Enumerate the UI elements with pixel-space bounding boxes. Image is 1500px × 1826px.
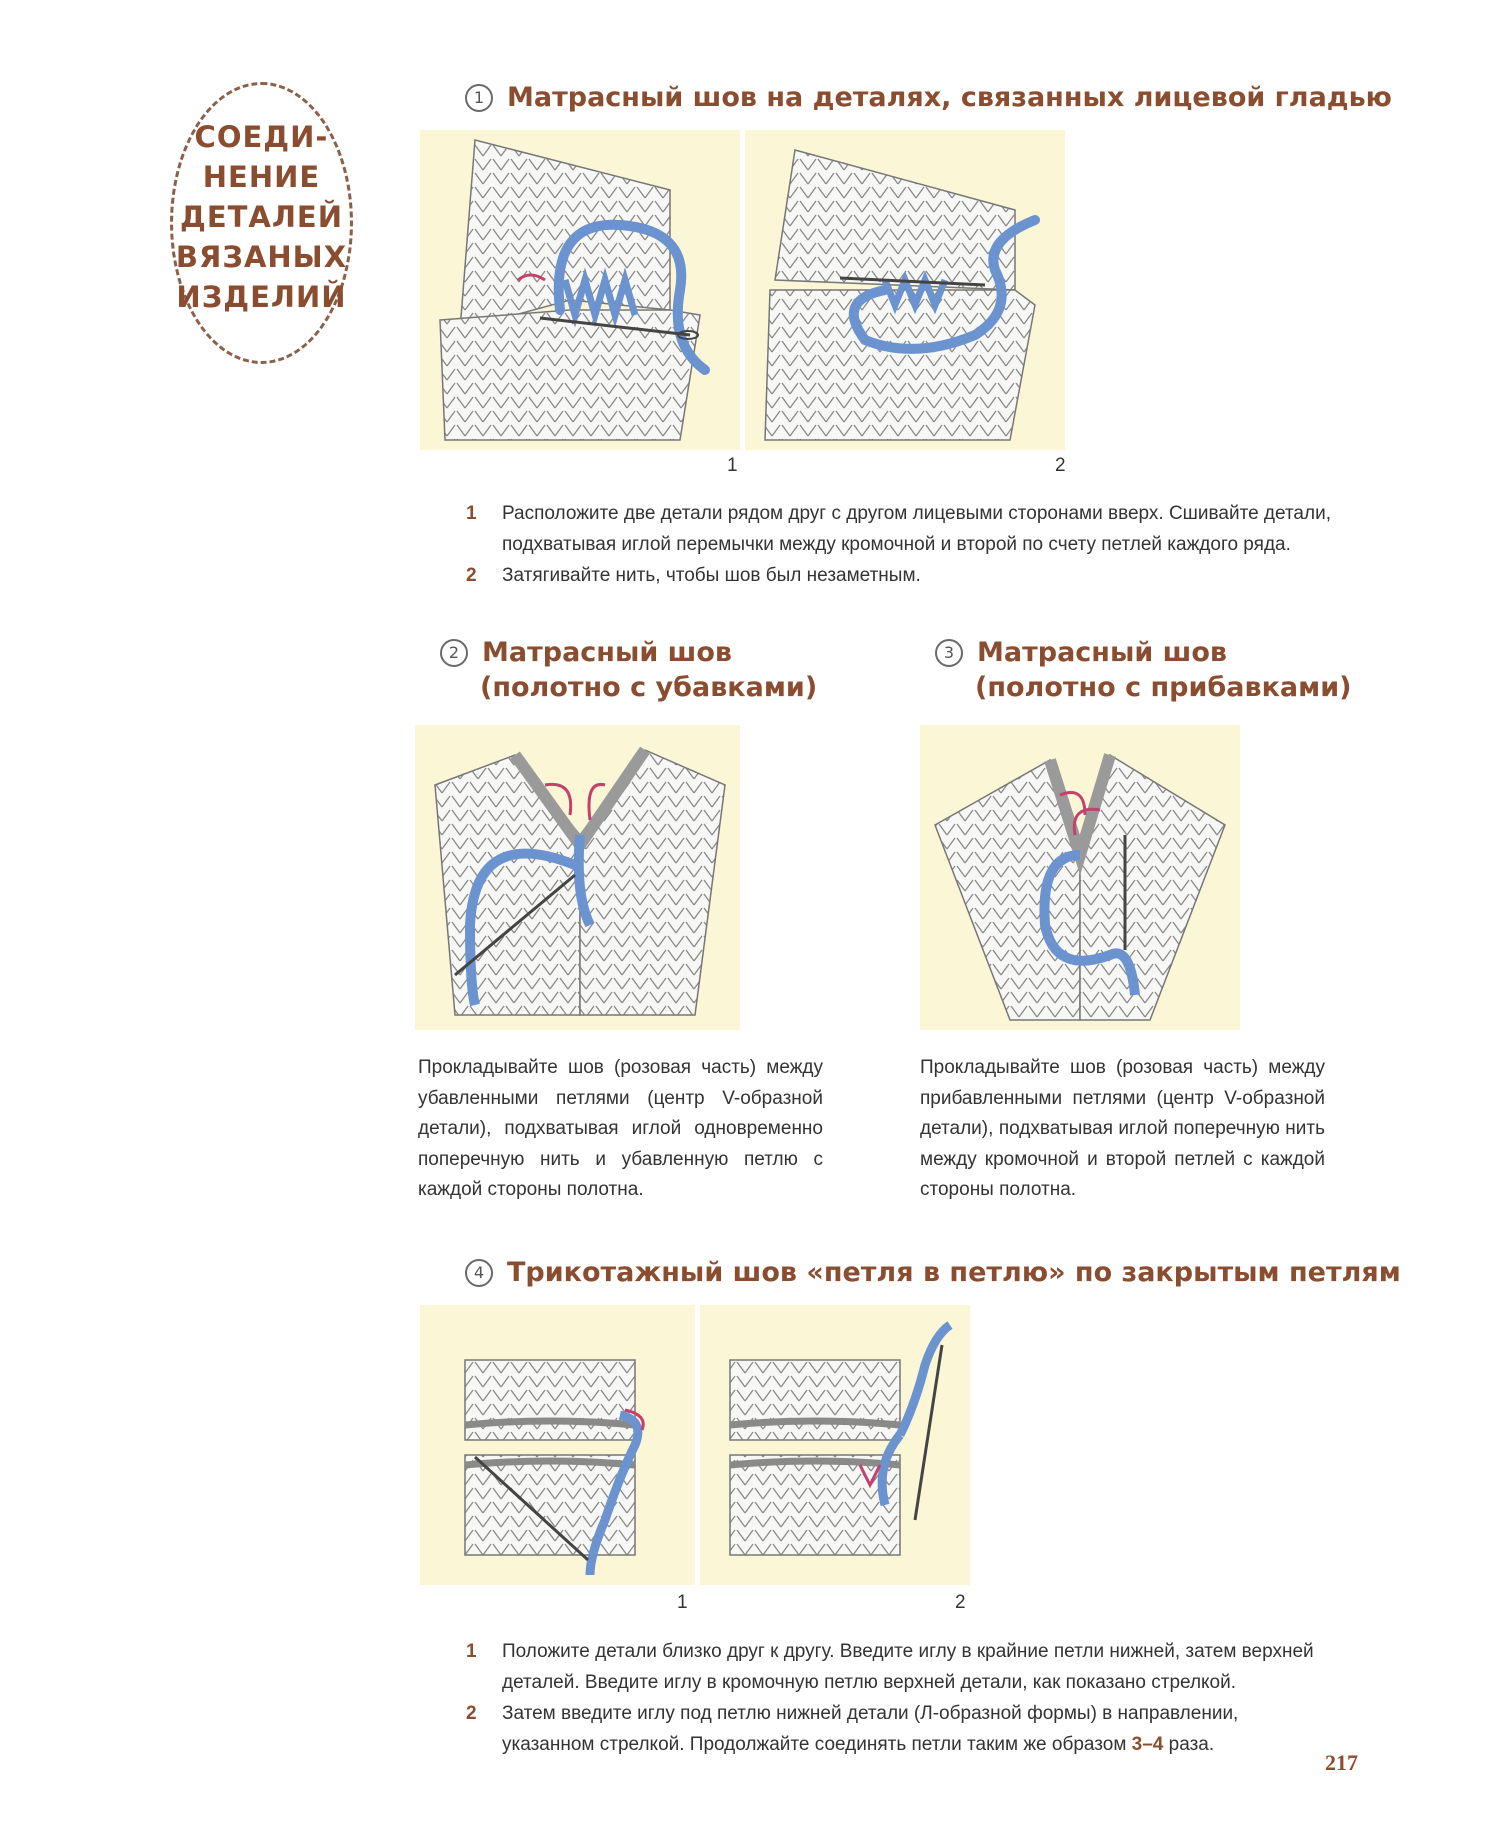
badge-line: ИЗДЕЛИЙ bbox=[176, 280, 347, 314]
section2-title-line1: Матрасный шов bbox=[482, 637, 732, 668]
figure-1-2 bbox=[745, 130, 1065, 450]
section3-description: Прокладывайте шов (розовая часть) между прибавленными петлями (центр V-образной детали), подхватывая иглой поперечную нить между кромочной и второй петлей с каждой стороны полотна. bbox=[920, 1057, 1325, 1200]
step-number: 1 bbox=[466, 503, 477, 524]
step-text: Затем введите иглу под петлю нижней детали (Л-образной формы) в направлении, указанном стрелкой. Продолжайте соединять петли таким же образом bbox=[502, 1703, 1239, 1755]
step-item bbox=[466, 498, 1366, 560]
step-number: 1 bbox=[466, 1641, 477, 1662]
section2-marker: 2 bbox=[440, 639, 468, 667]
badge-line: СОЕДИ- bbox=[194, 120, 329, 154]
step-text-end: раза. bbox=[1163, 1734, 1215, 1755]
section3-heading bbox=[935, 635, 1351, 705]
knit-illustration bbox=[420, 1305, 695, 1585]
step-item bbox=[466, 1698, 1336, 1760]
section3-title-line2: (полотно с прибавками) bbox=[975, 672, 1352, 703]
step-highlight: 3–4 bbox=[1131, 1734, 1164, 1755]
section1-marker: 1 bbox=[465, 84, 493, 112]
step-text: Затягивайте нить, чтобы шов был незаметным. bbox=[502, 565, 921, 586]
badge-line: ДЕТАЛЕЙ bbox=[179, 200, 344, 234]
figure-label: 1 bbox=[727, 455, 738, 476]
badge-line: НЕНИЕ bbox=[202, 160, 321, 194]
section4-heading bbox=[465, 1255, 1401, 1290]
figure-4-1 bbox=[420, 1305, 695, 1585]
knit-illustration bbox=[745, 130, 1065, 450]
section3-marker: 3 bbox=[935, 639, 963, 667]
section2-description: Прокладывайте шов (розовая часть) между убавленными петлями (центр V-образной детали), подхватывая иглой одновременно поперечную нить и убавленную петлю с каждой стороны полотна. bbox=[418, 1057, 823, 1200]
section-badge bbox=[170, 117, 353, 317]
figure-label: 2 bbox=[1055, 455, 1066, 476]
knit-illustration bbox=[920, 725, 1240, 1030]
section1-title: Матрасный шов на деталях, связанных лицевой гладью bbox=[507, 82, 1392, 113]
section4-marker: 4 bbox=[465, 1259, 493, 1287]
knit-illustration bbox=[700, 1305, 970, 1585]
step-item bbox=[466, 1636, 1336, 1698]
figure-4-2 bbox=[700, 1305, 970, 1585]
figure-3 bbox=[920, 725, 1240, 1030]
figure-label: 2 bbox=[955, 1592, 966, 1613]
section1-steps bbox=[466, 498, 1366, 591]
section3-title-line1: Матрасный шов bbox=[977, 637, 1227, 668]
step-text: Положите детали близко друг к другу. Введите иглу в крайние петли нижней, затем верхней деталей. Введите иглу в кромочную петлю верхней детали, как показано стрелкой. bbox=[502, 1641, 1314, 1693]
badge-line: ВЯЗАНЫХ bbox=[175, 240, 348, 274]
section2-title-line2: (полотно с убавками) bbox=[480, 672, 818, 703]
section4-title: Трикотажный шов «петля в петлю» по закрытым петлям bbox=[507, 1257, 1401, 1288]
section2-heading bbox=[440, 635, 817, 705]
figure-label: 1 bbox=[677, 1592, 688, 1613]
section1-heading bbox=[465, 80, 1392, 115]
figure-1-1 bbox=[420, 130, 740, 450]
step-number: 2 bbox=[466, 1703, 477, 1724]
figure-2 bbox=[415, 725, 740, 1030]
step-number: 2 bbox=[466, 565, 477, 586]
section4-steps bbox=[466, 1636, 1336, 1760]
page-number: 217 bbox=[1325, 1750, 1358, 1775]
knit-illustration bbox=[415, 725, 740, 1030]
knit-illustration bbox=[420, 130, 740, 450]
step-item bbox=[466, 560, 1366, 591]
step-text: Расположите две детали рядом друг с другом лицевыми сторонами вверх. Сшивайте детали, подхватывая иглой перемычки между кромочной и второй по счету петлей каждого ряда. bbox=[502, 503, 1331, 555]
